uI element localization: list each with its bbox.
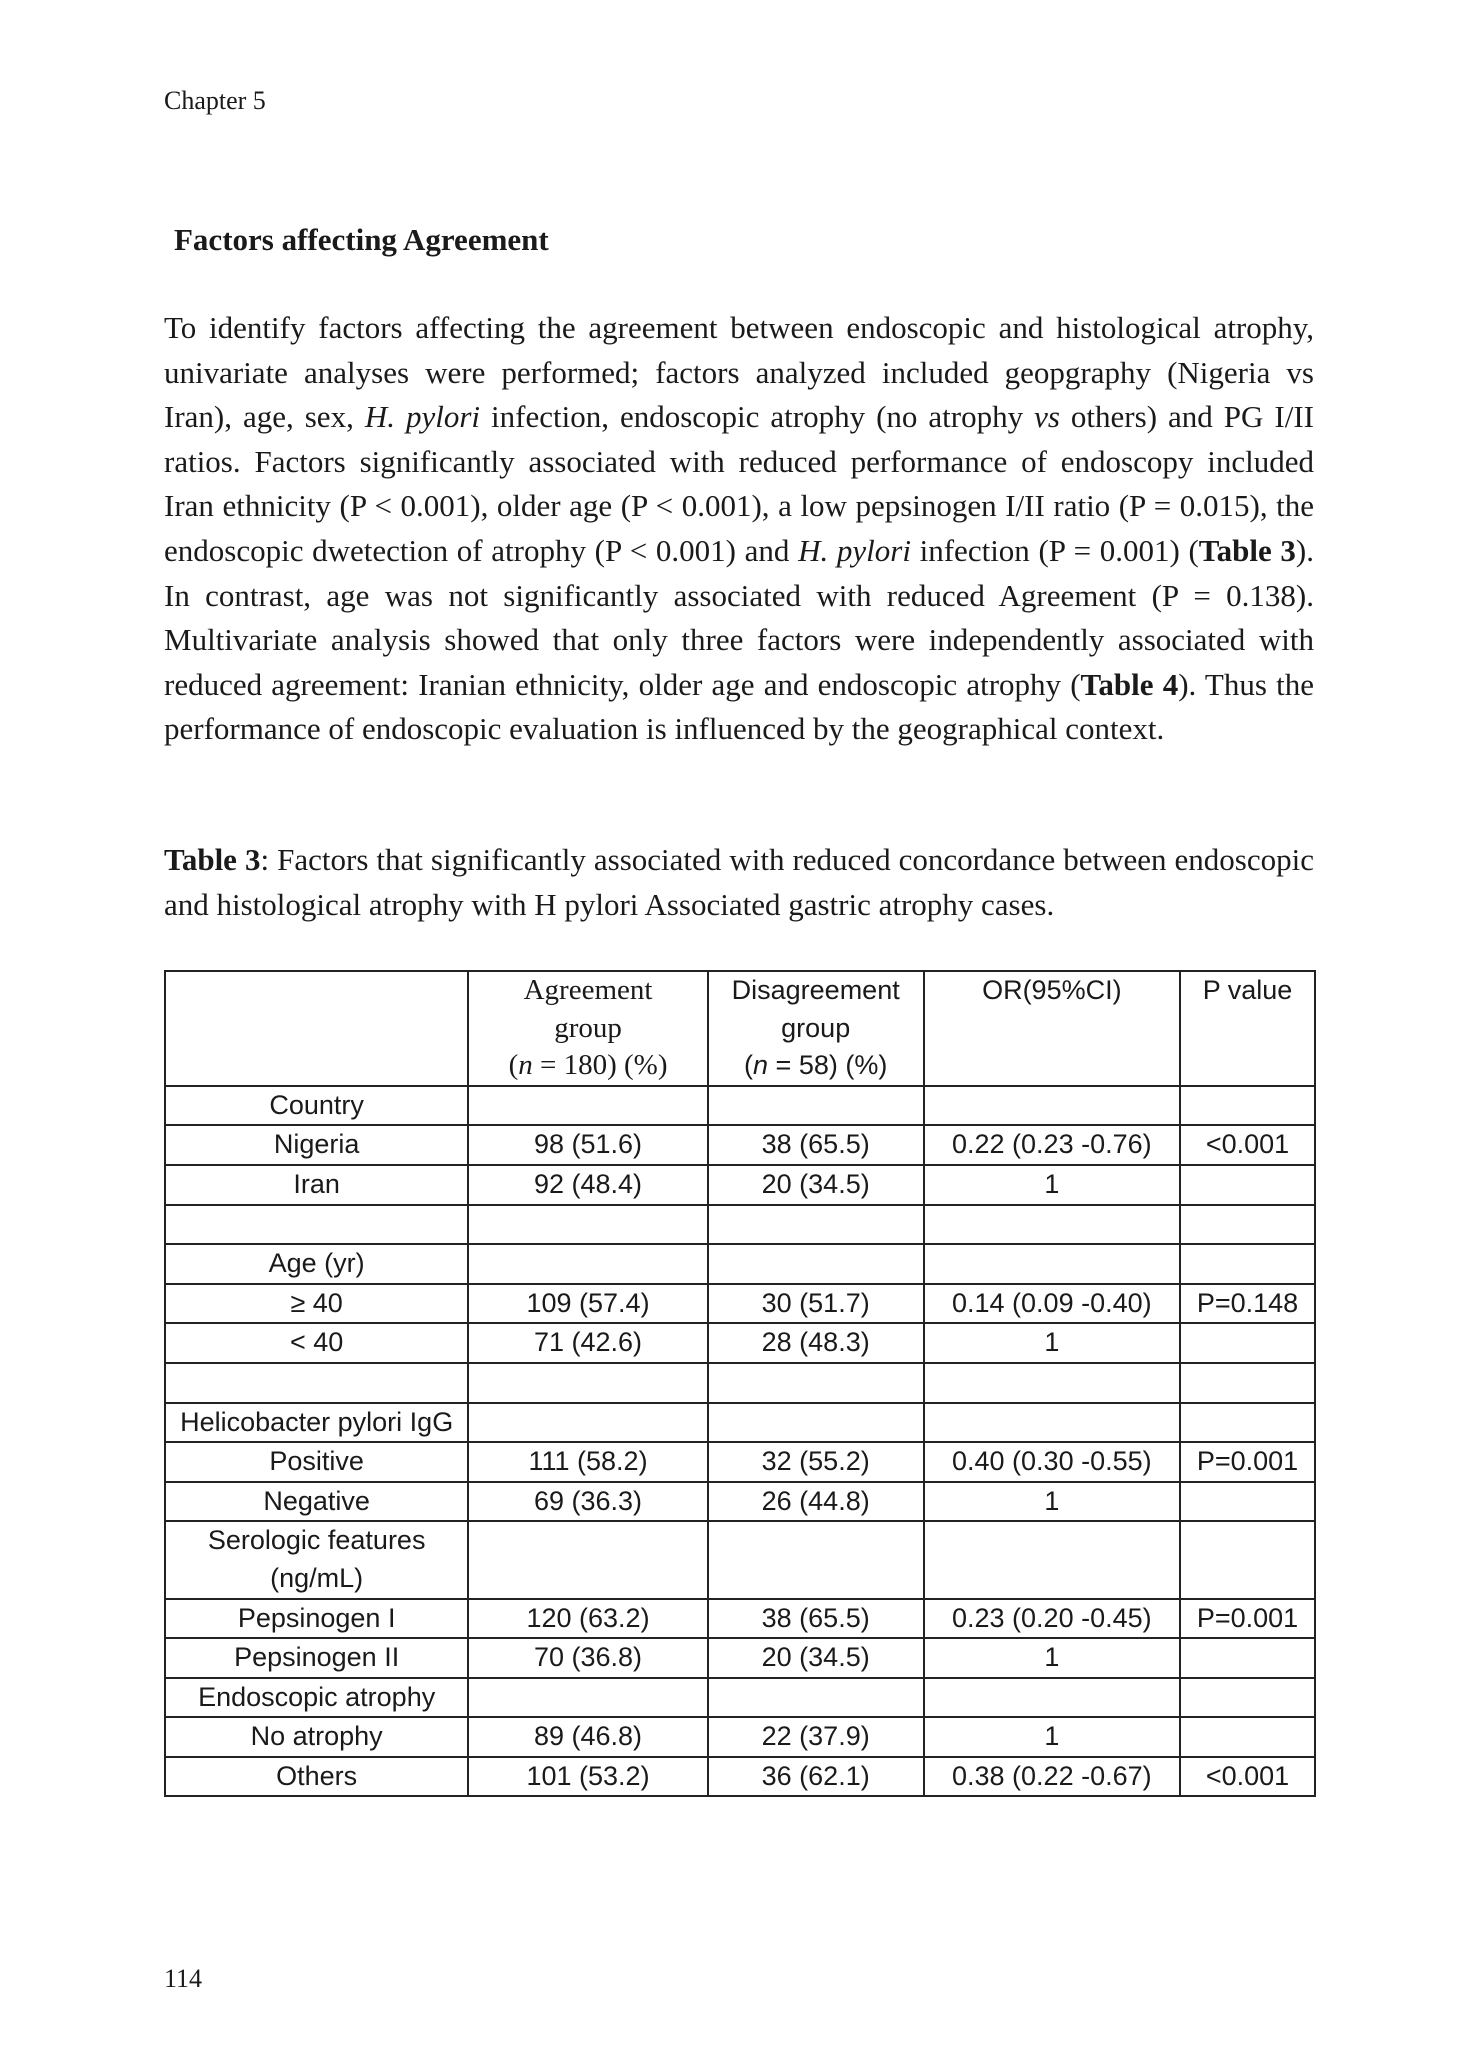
body-text-3: others) and PG I/II ratios. Factors significantly associated with reduced performance of endoscopy included Iran ethnicity (P < 0.001), older age (P < 0.001), a low pepsinogen I/II ratio (P = 0.015), the endoscopic dwetection of atrophy (P < 0.001) and (164, 399, 1314, 568)
disagreement-cell (708, 1521, 924, 1598)
disagreement-cell: 20 (34.5) (708, 1638, 924, 1678)
p-value-cell (1180, 1403, 1315, 1443)
header-cell-empty (165, 971, 468, 1086)
or-ci-cell: 0.22 (0.23 -0.76) (924, 1125, 1180, 1165)
paren-open: ( (508, 1049, 519, 1082)
p-value-cell (1180, 1638, 1315, 1678)
or-ci-cell: 0.23 (0.20 -0.45) (924, 1599, 1180, 1639)
or-ci-cell (924, 1086, 1180, 1126)
agreement-cell (468, 1678, 708, 1718)
agreement-cell (468, 1086, 708, 1126)
agreement-cell (468, 1244, 708, 1284)
page-number: 114 (164, 1964, 203, 1993)
header-or-ci: OR(95%CI) (924, 971, 1180, 1086)
p-value-cell: <0.001 (1180, 1125, 1315, 1165)
or-ci-cell: 1 (924, 1165, 1180, 1205)
disagreement-cell: 38 (65.5) (708, 1599, 924, 1639)
body-italic-vs: vs (1034, 399, 1060, 435)
or-ci-cell: 1 (924, 1482, 1180, 1522)
table-row (165, 1757, 1315, 1797)
disagreement-cell: 26 (44.8) (708, 1482, 924, 1522)
header-agreement-group (468, 971, 708, 1086)
or-ci-cell (924, 1403, 1180, 1443)
row-label-cell: Positive (165, 1442, 468, 1482)
table-row (165, 1678, 1315, 1718)
agreement-cell: 89 (46.8) (468, 1717, 708, 1757)
p-value-cell (1180, 1165, 1315, 1205)
agreement-cell: 120 (63.2) (468, 1599, 708, 1639)
row-label-cell: < 40 (165, 1323, 468, 1363)
disagreement-cell (708, 1678, 924, 1718)
caption-text: : Factors that significantly associated with reduced concordance between endoscopic and histological atrophy with H pylori Associated gastric atrophy cases. (164, 842, 1314, 922)
n-italic: n (518, 1049, 533, 1082)
p-value-cell (1180, 1323, 1315, 1363)
table-row (165, 1638, 1315, 1678)
agreement-cell: 98 (51.6) (468, 1125, 708, 1165)
n-rest: = 180) (%) (532, 1049, 668, 1082)
disagreement-cell: 38 (65.5) (708, 1125, 924, 1165)
or-ci-cell (924, 1205, 1180, 1245)
row-label-cell: Pepsinogen II (165, 1638, 468, 1678)
agreement-cell: 70 (36.8) (468, 1638, 708, 1678)
caption-label: Table 3 (164, 842, 261, 877)
paren-open: ( (744, 1050, 754, 1081)
p-value-cell (1180, 1363, 1315, 1403)
p-value-cell (1180, 1678, 1315, 1718)
n-italic: n (753, 1050, 769, 1081)
disagreement-cell: 22 (37.9) (708, 1717, 924, 1757)
or-ci-cell (924, 1521, 1180, 1598)
body-ref-table3: Table 3 (1198, 532, 1296, 568)
agreement-cell: 71 (42.6) (468, 1323, 708, 1363)
data-table (164, 970, 1316, 1797)
row-label-cell: Others (165, 1757, 468, 1797)
table-row (165, 1323, 1315, 1363)
agreement-cell (468, 1403, 708, 1443)
p-value-cell: <0.001 (1180, 1757, 1315, 1797)
disagreement-cell (708, 1205, 924, 1245)
row-label-cell: ≥ 40 (165, 1284, 468, 1324)
row-label-cell (165, 1205, 468, 1245)
table-header-row (165, 971, 1315, 1086)
or-ci-cell: 0.14 (0.09 -0.40) (924, 1284, 1180, 1324)
disagreement-cell: 30 (51.7) (708, 1284, 924, 1324)
body-italic-hpylori-2: H. pylori (798, 532, 911, 568)
header-disagreement-line1: Disagreement (731, 975, 900, 1005)
or-ci-cell: 1 (924, 1717, 1180, 1757)
body-italic-hpylori-1: H. pylori (364, 399, 481, 435)
row-label-cell: Endoscopic atrophy (165, 1678, 468, 1718)
row-label-cell: Negative (165, 1482, 468, 1522)
row-label-cell: Helicobacter pylori IgG (165, 1403, 468, 1443)
table-row (165, 1205, 1315, 1245)
row-label-cell: Serologic features (ng/mL) (165, 1521, 468, 1598)
section-heading: Factors affecting Agreement (174, 222, 549, 257)
header-agreement-n (475, 1047, 701, 1085)
table-row (165, 1165, 1315, 1205)
table-body (165, 1086, 1315, 1797)
body-text-5: ). In contrast, age was not significantly associated with reduced Agreement (P = 0.138). Multivariate analysis showed that only three factors were independently associated with reduced agreement: Iranian ethnicity, older age and endoscopic atrophy ( (164, 532, 1314, 702)
disagreement-cell: 36 (62.1) (708, 1757, 924, 1797)
p-value-cell: P=0.148 (1180, 1284, 1315, 1324)
p-value-cell (1180, 1205, 1315, 1245)
chapter-header: Chapter 5 (164, 86, 266, 115)
agreement-cell: 109 (57.4) (468, 1284, 708, 1324)
table-caption (164, 838, 1314, 927)
or-ci-cell: 1 (924, 1323, 1180, 1363)
agreement-cell (468, 1205, 708, 1245)
or-ci-cell (924, 1244, 1180, 1284)
table-row (165, 1244, 1315, 1284)
header-agreement-line1: Agreement (523, 974, 653, 1006)
body-text-1: To identify factors affecting the agreement between endoscopic and histological atrophy, univariate analyses were performed; factors analyzed included geopgraphy (Nigeria vs Iran), age, sex, (164, 310, 1314, 435)
disagreement-cell (708, 1403, 924, 1443)
row-label-cell: Country (165, 1086, 468, 1126)
body-paragraph (164, 306, 1314, 752)
disagreement-cell (708, 1086, 924, 1126)
table-row (165, 1599, 1315, 1639)
table-row (165, 1717, 1315, 1757)
row-label-cell: Nigeria (165, 1125, 468, 1165)
agreement-cell: 69 (36.3) (468, 1482, 708, 1522)
table-row (165, 1403, 1315, 1443)
disagreement-cell (708, 1244, 924, 1284)
table-row (165, 1363, 1315, 1403)
header-disagreement-line2: group (781, 1012, 851, 1043)
agreement-cell: 111 (58.2) (468, 1442, 708, 1482)
header-disagreement-n (715, 1047, 917, 1085)
p-value-cell (1180, 1086, 1315, 1126)
row-label-cell: No atrophy (165, 1717, 468, 1757)
row-label-cell: Age (yr) (165, 1244, 468, 1284)
disagreement-cell: 20 (34.5) (708, 1165, 924, 1205)
agreement-cell: 92 (48.4) (468, 1165, 708, 1205)
body-text-2: infection, endoscopic atrophy (no atrophy (480, 399, 1035, 435)
p-value-cell (1180, 1244, 1315, 1284)
p-value-cell: P=0.001 (1180, 1599, 1315, 1639)
n-rest: = 58) (%) (768, 1050, 888, 1081)
or-ci-cell: 0.38 (0.22 -0.67) (924, 1757, 1180, 1797)
p-value-cell (1180, 1717, 1315, 1757)
p-value-cell (1180, 1521, 1315, 1598)
or-ci-cell (924, 1363, 1180, 1403)
row-label-cell: Iran (165, 1165, 468, 1205)
table-row (165, 1125, 1315, 1165)
p-value-cell (1180, 1482, 1315, 1522)
agreement-cell (468, 1363, 708, 1403)
or-ci-cell: 1 (924, 1638, 1180, 1678)
or-ci-cell (924, 1678, 1180, 1718)
disagreement-cell: 28 (48.3) (708, 1323, 924, 1363)
header-p-value: P value (1180, 971, 1315, 1086)
row-label-cell: Pepsinogen I (165, 1599, 468, 1639)
body-ref-table4: Table 4 (1080, 666, 1179, 702)
header-agreement-line2: group (554, 1011, 622, 1044)
disagreement-cell (708, 1363, 924, 1403)
p-value-cell: P=0.001 (1180, 1442, 1315, 1482)
table-row (165, 1086, 1315, 1126)
agreement-cell (468, 1521, 708, 1598)
table-row (165, 1284, 1315, 1324)
table-row (165, 1442, 1315, 1482)
disagreement-cell: 32 (55.2) (708, 1442, 924, 1482)
row-label-cell (165, 1363, 468, 1403)
table-row (165, 1521, 1315, 1598)
agreement-cell: 101 (53.2) (468, 1757, 708, 1797)
header-disagreement-group (708, 971, 924, 1086)
body-text-6: ). Thus the performance of endoscopic evaluation is influenced by the geographical context. (164, 666, 1314, 747)
or-ci-cell: 0.40 (0.30 -0.55) (924, 1442, 1180, 1482)
body-text-4: infection (P = 0.001) ( (910, 532, 1199, 568)
table-row (165, 1482, 1315, 1522)
